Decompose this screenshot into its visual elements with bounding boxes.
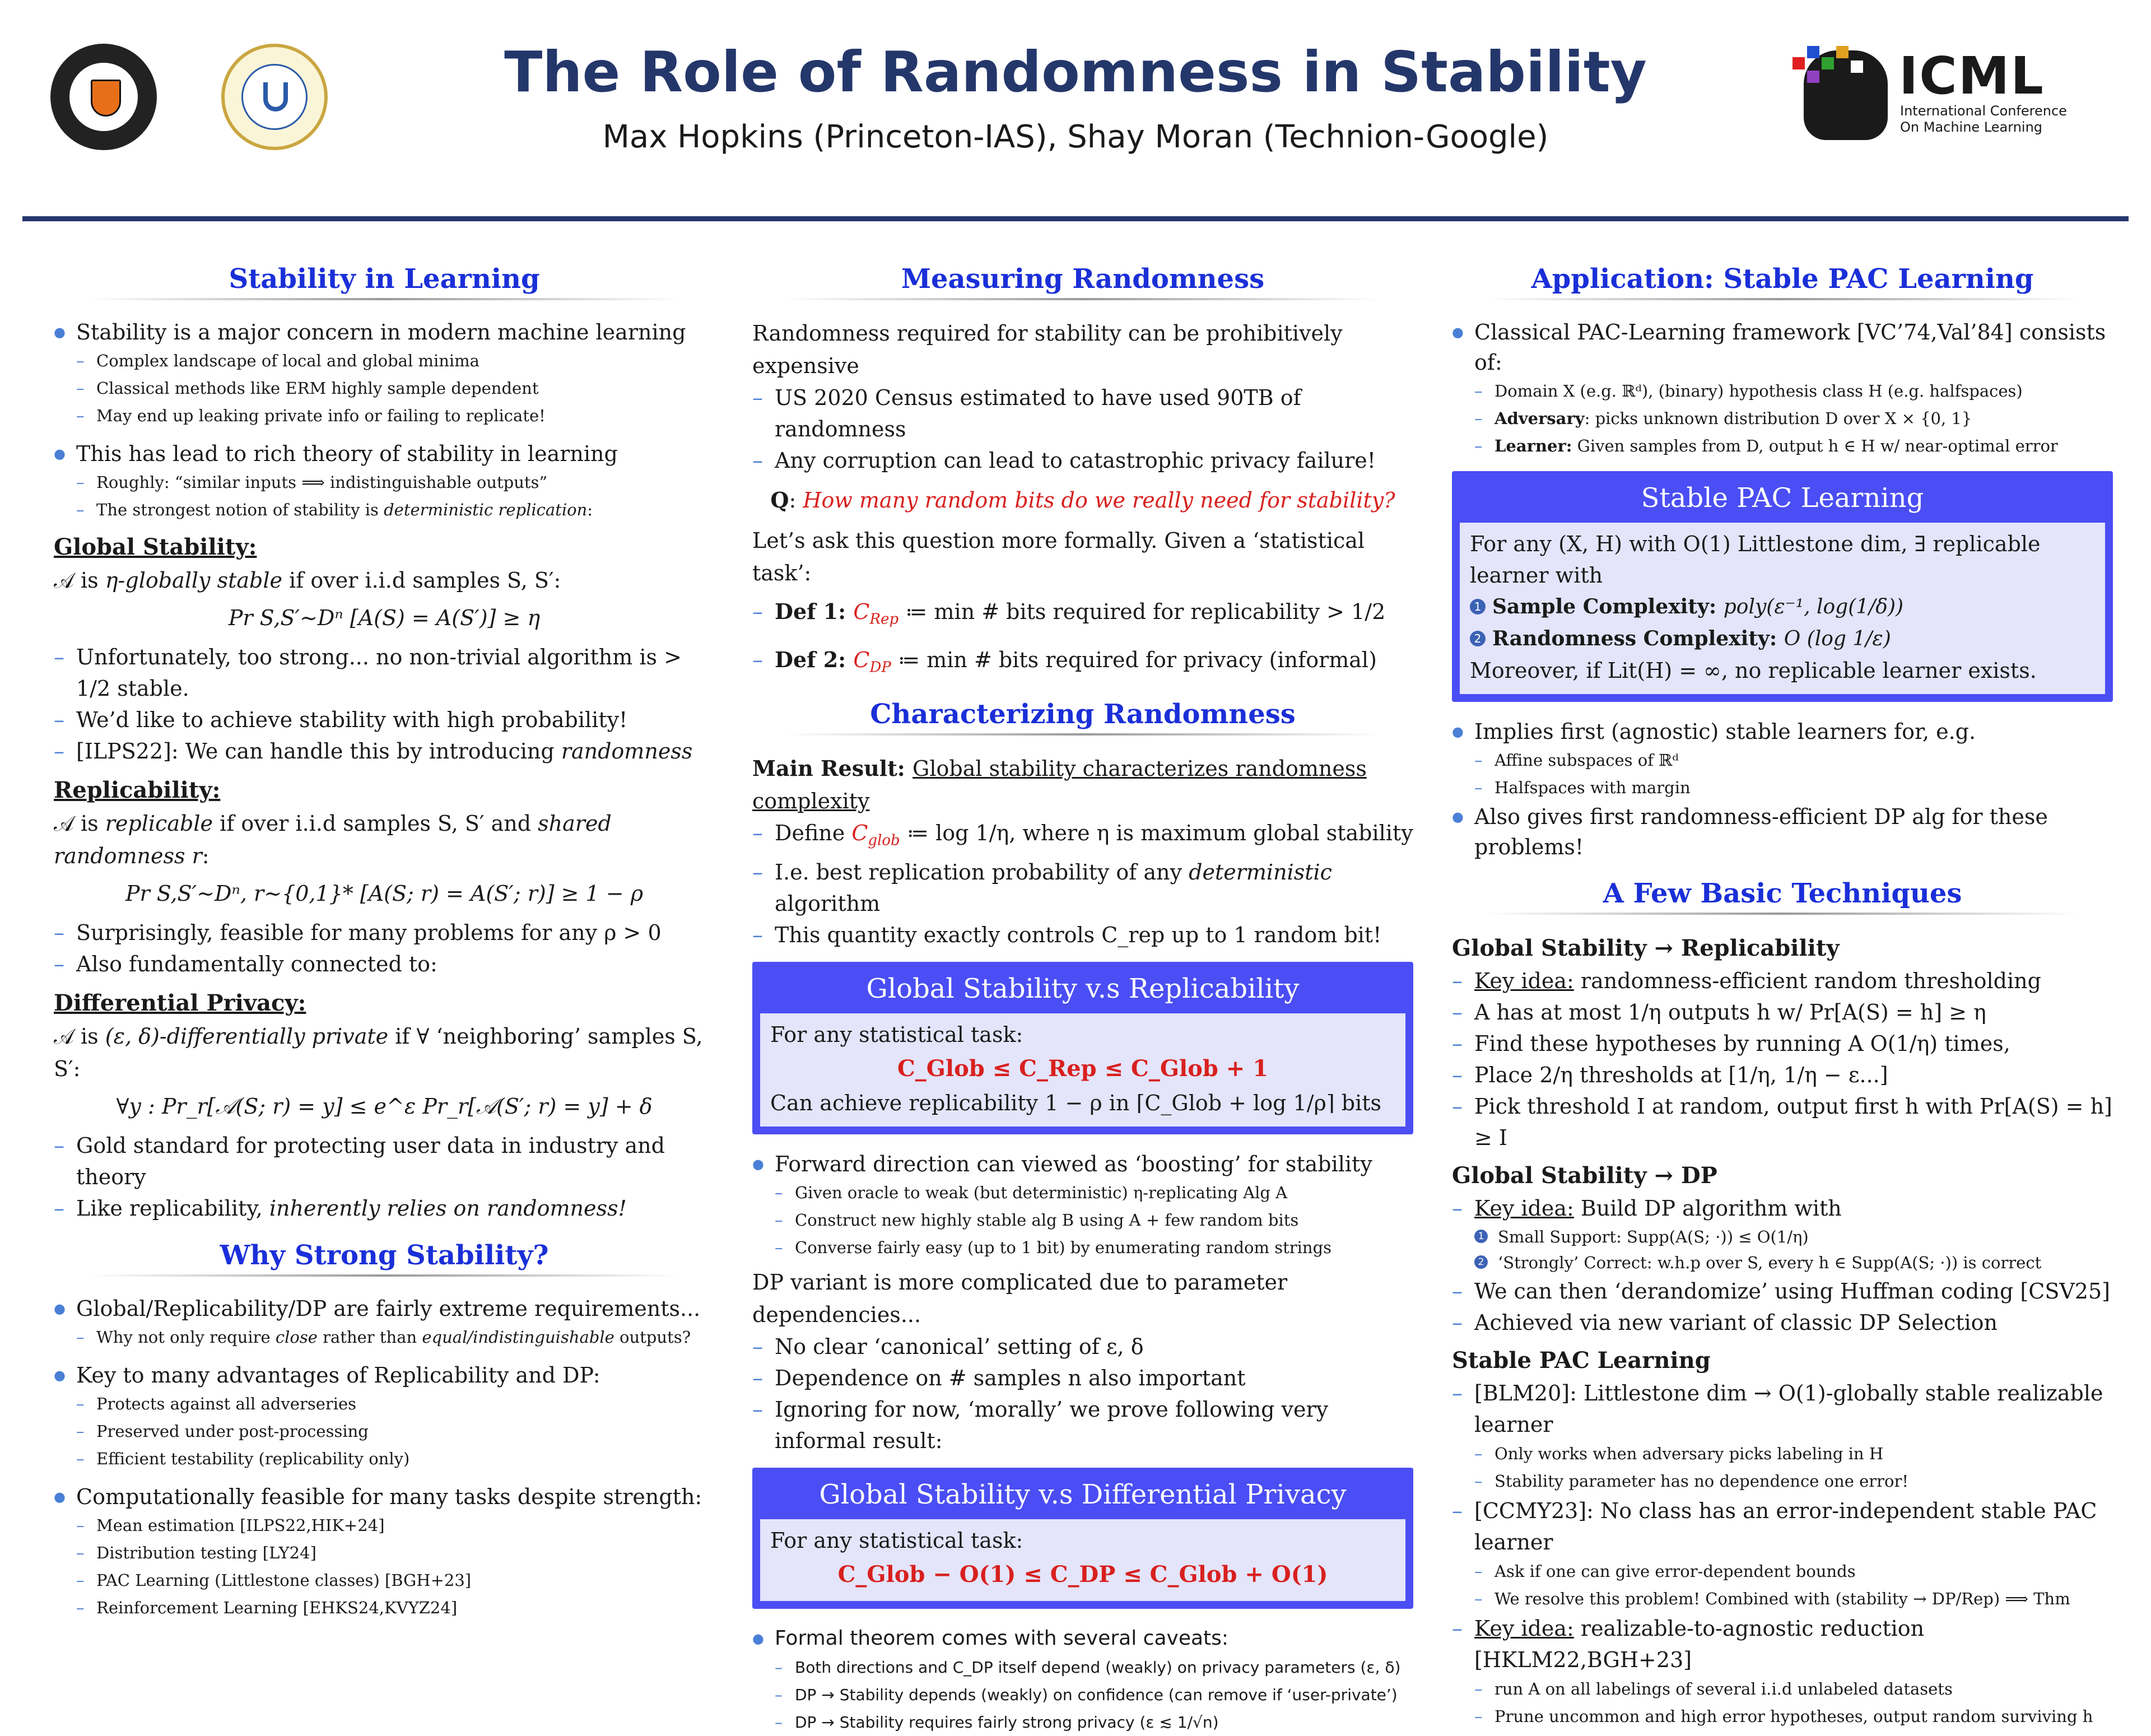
sub-bullet: – Complex landscape of local and global minima (54, 347, 715, 375)
dash-item: – I.e. best replication probability of any deterministic algorithm (752, 857, 1413, 919)
sub-bullet: – We resolve this problem! Combined with (stability → DP/Rep) ⟹ Thm (1452, 1585, 2113, 1613)
section-divider (87, 298, 681, 300)
dash-item: – Key idea: Build DP algorithm with (1452, 1193, 2113, 1224)
sub-bullet: – Given oracle to weak (but deterministic) η-replicating Alg A (752, 1179, 1413, 1207)
definition-global-stability: 𝒜 is η-globally stable if over i.i.d samples S, S′: (54, 568, 561, 593)
sub-bullet: – Converse fairly easy (up to 1 bit) by enumerating random strings (752, 1234, 1413, 1262)
dash-item: – This quantity exactly controls C_rep up to 1 random bit! (752, 919, 1413, 951)
poster-header (0, 0, 2151, 218)
section-title-measuring: Measuring Randomness (901, 263, 1265, 295)
dash-item: – US 2020 Census estimated to have used 90TB of randomness (752, 382, 1413, 445)
dash-item: – Also fundamentally connected to: (54, 948, 715, 980)
dash-item: – [BLM20]: Littlestone dim → O(1)-globally stable realizable learner (1452, 1377, 2113, 1440)
column-right (1452, 263, 2113, 1730)
dash-item: – We can then ‘derandomize’ using Huffman coding [CSV25] (1452, 1276, 2113, 1307)
heading-technique: Global Stability → Replicability (1452, 935, 1840, 961)
theorem-text: Moreover, if Lit(H) = ∞, no replicable learner exists. (1470, 658, 2037, 683)
dash-item: – Dependence on # samples n also important (752, 1362, 1413, 1394)
theorem-box-stable-pac (1452, 471, 2113, 702)
dash-item: – Surprisingly, feasible for many problems for any ρ > 0 (54, 917, 715, 948)
sub-bullet: – Mean estimation [ILPS22,HIK+24] (54, 1512, 715, 1539)
poster-authors: Max Hopkins (Princeton-IAS), Shay Moran (Technion-Google) (602, 119, 1549, 155)
numbered-item: 2 ‘Strongly’ Correct: w.h.p over S, every h ∈ Supp(A(S; ·)) is correct (1474, 1250, 2113, 1276)
paragraph: DP variant is more complicated due to parameter dependencies... (752, 1269, 1288, 1327)
formula-replicability: Pr S,S′∼Dⁿ, r∼{0,1}* [A(S; r) = A(S′; r)] ≥ 1 − ρ (125, 881, 644, 906)
dash-item: – [CCMY23]: No class has an error-independent stable PAC learner (1452, 1495, 2113, 1558)
section-title-why-strong: Why Strong Stability? (220, 1240, 549, 1271)
section-divider (1486, 298, 2079, 300)
definition-replicability: 𝒜 is replicable if over i.i.d samples S, S′ and shared randomness r: (54, 811, 612, 868)
sub-bullet: – Distribution testing [LY24] (54, 1539, 715, 1567)
sub-bullet: – Prune uncommon and high error hypotheses, output random surviving h (1452, 1703, 2113, 1730)
bullet: ● Formal theorem comes with several caveats: (752, 1623, 1413, 1654)
column-left (54, 263, 715, 1622)
heading-replicability: Replicability: (54, 777, 221, 803)
bullet: ● Classical PAC-Learning framework [VC’74,Val’84] consists of: (1452, 317, 2113, 378)
dash-item: – Place 2/η thresholds at [1/η, 1/η − ε...] (1452, 1059, 2113, 1091)
section-divider (786, 298, 1380, 300)
icml-wordmark: ICML (1899, 46, 2045, 106)
bullet: ● Stability is a major concern in modern machine learning (54, 317, 715, 347)
definition-2: – Def 2: $C_{DP}$ ≔ min # bits required for privacy (informal) (752, 644, 1413, 683)
heading-differential-privacy: Differential Privacy: (54, 990, 306, 1016)
theorem-box-dp (752, 1468, 1413, 1609)
dash-item: – [ILPS22]: We can handle this by introducing randomness (54, 736, 715, 767)
section-divider (87, 1274, 681, 1277)
dash-item: – Key idea: realizable-to-agnostic reduction [HKLM22,BGH+23] (1452, 1613, 2113, 1676)
sub-bullet: – Affine subspaces of ℝᵈ (1452, 747, 2113, 774)
sub-bullet: – PAC Learning (Littlestone classes) [BGH+23] (54, 1567, 715, 1594)
header-divider (22, 216, 2129, 221)
theorem-box-title: Stable PAC Learning (1641, 482, 1924, 514)
sub-bullet: – Preserved under post-processing (54, 1418, 715, 1445)
theorem-text: For any statistical task: (770, 1022, 1023, 1047)
sub-bullet: – Learner: Given samples from D, output h ∈ H w/ near-optimal error (1452, 432, 2113, 460)
sub-bullet: – Domain X (e.g. ℝᵈ), (binary) hypothesis class H (e.g. halfspaces) (1452, 378, 2113, 405)
dash-item: – Key idea: randomness-efficient random thresholding (1452, 965, 2113, 997)
dash-item: – Pick threshold I at random, output first h with Pr[A(S) = h] ≥ I (1452, 1091, 2113, 1153)
dash-item: – Unfortunately, too strong... no non-trivial algorithm is > 1/2 stable. (54, 641, 715, 704)
theorem-text: Can achieve replicability 1 − ρ in ⌈C_Glob + log 1/ρ⌉ bits (770, 1090, 1382, 1115)
sub-bullet: – Construct new highly stable alg B using A + few random bits (752, 1207, 1413, 1234)
sub-bullet: – May end up leaking private info or failing to replicate! (54, 402, 715, 430)
question: Q: How many random bits do we really need for stability? (770, 487, 1395, 513)
theorem-inequality: C_Glob − O(1) ≤ C_DP ≤ C_Glob + O(1) (837, 1561, 1328, 1588)
dash-item: – Any corruption can lead to catastrophic privacy failure! (752, 445, 1413, 476)
sub-bullet: – Efficient testability (replicability only) (54, 1445, 715, 1473)
theorem-inequality: C_Glob ≤ C_Rep ≤ C_Glob + 1 (897, 1055, 1269, 1082)
sub-bullet: – Reinforcement Learning [EHKS24,KVYZ24] (54, 1594, 715, 1622)
dash-item: – We’d like to achieve stability with high probability! (54, 704, 715, 736)
heading-technique: Stable PAC Learning (1452, 1347, 1711, 1374)
sub-bullet: – Classical methods like ERM highly sample dependent (54, 375, 715, 402)
bullet: ● Also gives first randomness-efficient DP alg for these problems! (1452, 802, 2113, 862)
paragraph: Let’s ask this question more formally. Given a ‘statistical task’: (752, 528, 1365, 585)
sub-bullet: – Roughly: “similar inputs ⟹ indistinguishable outputs” (54, 469, 715, 496)
poster-title: The Role of Randomness in Stability (504, 39, 1647, 105)
theorem-box-title: Global Stability v.s Replicability (866, 972, 1300, 1004)
sub-bullet: – Stability parameter has no dependence one error! (1452, 1468, 2113, 1495)
formula-global-stability: Pr S,S′∼Dⁿ [A(S) = A(S′)] ≥ η (228, 606, 541, 630)
paragraph: Randomness required for stability can be prohibitively expensive (752, 321, 1343, 378)
dash-item: – Define $C_{glob}$ ≔ log 1/η, where η is maximum global stability (752, 817, 1413, 857)
sub-bullet: – Both directions and C_DP itself depend (weakly) on privacy parameters (ε, δ) (752, 1654, 1413, 1681)
sub-bullet: – DP → Stability depends (weakly) on confidence (can remove if ‘user-private’) (752, 1681, 1413, 1709)
sub-bullet: – Only works when adversary picks labeling in H (1452, 1440, 2113, 1468)
dash-item: – Find these hypotheses by running A O(1/η) times, (1452, 1028, 2113, 1059)
theorem-box-title: Global Stability v.s Differential Privacy (819, 1478, 1347, 1510)
sub-bullet: – Why not only require close rather than equal/indistinguishable outputs? (54, 1324, 715, 1351)
theorem-text: For any statistical task: (770, 1528, 1023, 1553)
dash-item: – Achieved via new variant of classic DP Selection (1452, 1307, 2113, 1338)
definition-1: – Def 1: $C_{Rep}$ ≔ min # bits required for replicability > 1/2 (752, 596, 1413, 635)
section-divider (786, 733, 1380, 736)
dash-item: – A has at most 1/η outputs h w/ Pr[A(S) = h] ≥ η (1452, 997, 2113, 1028)
bullet: ● Computationally feasible for many tasks despite strength: (54, 1482, 715, 1512)
bullet: ● This has lead to rich theory of stability in learning (54, 439, 715, 469)
heading-global-stability: Global Stability: (54, 534, 257, 560)
sub-bullet: – Ask if one can give error-dependent bounds (1452, 1558, 2113, 1585)
sub-bullet: – The strongest notion of stability is deterministic replication: (54, 496, 715, 524)
numbered-item: 1 Sample Complexity: poly(ε⁻¹, log(1/δ)) (1470, 591, 2095, 623)
sub-bullet: – Protects against all adverseries (54, 1390, 715, 1418)
main-result: Main Result: Global stability characterizes randomness complexity (752, 756, 1367, 814)
icml-subtitle-line1: International Conference (1900, 103, 2067, 119)
section-title-stability: Stability in Learning (229, 263, 540, 295)
section-divider (1486, 913, 2079, 915)
theorem-text: For any (X, H) with O(1) Littlestone dim, ∃ replicable learner with (1470, 532, 2041, 588)
icml-subtitle-line2: On Machine Learning (1900, 119, 2043, 135)
bullet: ● Key to many advantages of Replicability and DP: (54, 1360, 715, 1390)
dash-item: – Like replicability, inherently relies on randomness! (54, 1193, 715, 1224)
section-title-techniques: A Few Basic Techniques (1603, 878, 1962, 909)
numbered-item: 2 Randomness Complexity: O (log 1/ε) (1470, 623, 2095, 655)
numbered-item: 1 Small Support: Supp(A(S; ·)) ≤ O(1/η) (1474, 1224, 2113, 1250)
bullet: ● Implies first (agnostic) stable learners for, e.g. (1452, 716, 2113, 747)
dash-item: – Gold standard for protecting user data in industry and theory (54, 1130, 715, 1193)
column-middle (752, 263, 1413, 1736)
formula-differential-privacy: ∀y : Pr_r[𝒜(S; r) = y] ≤ e^ε Pr_r[𝒜(S′; r) = y] + δ (116, 1094, 653, 1119)
section-title-application: Application: Stable PAC Learning (1531, 263, 2034, 295)
section-title-characterizing: Characterizing Randomness (870, 699, 1296, 730)
dash-item: – Ignoring for now, ‘morally’ we prove following very informal result: (752, 1394, 1413, 1456)
sub-bullet: – DP → Stability requires fairly strong privacy (ε ≲ 1/√n) (752, 1709, 1413, 1736)
definition-differential-privacy: 𝒜 is (ε, δ)-differentially private if ∀ ‘neighboring’ samples S, S′: (54, 1024, 703, 1081)
icml-logo-icon (1792, 46, 2084, 141)
bullet: ● Global/Replicability/DP are fairly extreme requirements... (54, 1293, 715, 1324)
bullet: ● Forward direction can viewed as ‘boosting’ for stability (752, 1149, 1413, 1179)
sub-bullet: – Adversary: picks unknown distribution D over X × {0, 1} (1452, 405, 2113, 432)
heading-technique: Global Stability → DP (1452, 1162, 1717, 1189)
sub-bullet: – Halfspaces with margin (1452, 774, 2113, 802)
dash-item: – No clear ‘canonical’ setting of ε, δ (752, 1331, 1413, 1362)
sub-bullet: – run A on all labelings of several i.i.d unlabeled datasets (1452, 1676, 2113, 1703)
theorem-box-replicability (752, 962, 1413, 1134)
